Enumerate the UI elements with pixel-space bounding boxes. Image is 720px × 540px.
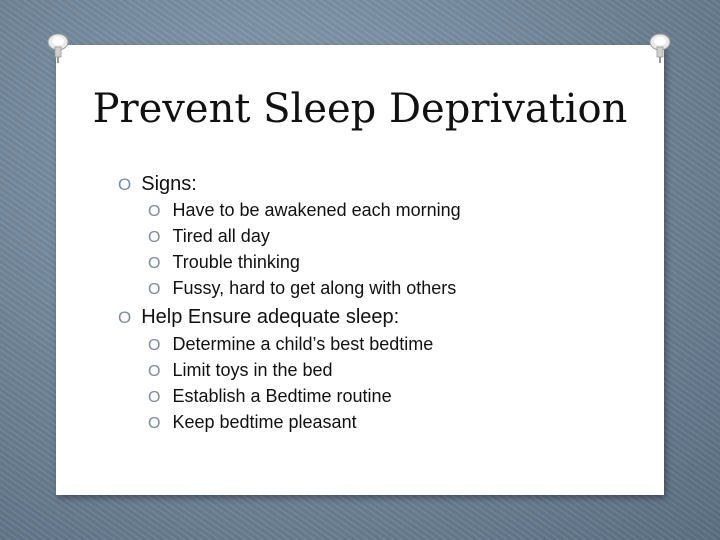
- bullet-marker: O: [148, 203, 161, 220]
- list-item-text: Trouble thinking: [172, 252, 300, 272]
- list-item-text: Limit toys in the bed: [172, 360, 333, 380]
- list-item: [148, 383, 433, 409]
- signs-list: [148, 197, 461, 301]
- list-item-text: Establish a Bedtime routine: [172, 386, 392, 406]
- pushpin-icon: [46, 33, 70, 63]
- slide-title: Prevent Sleep Deprivation: [92, 86, 628, 132]
- list-item: [148, 409, 433, 435]
- list-item: [148, 223, 461, 249]
- list-item: [148, 331, 433, 357]
- list-item: [148, 197, 461, 223]
- bullet-marker: O: [148, 229, 161, 246]
- section-heading-help: [118, 305, 399, 330]
- list-item-text: Have to be awakened each morning: [172, 200, 461, 220]
- bullet-marker: O: [118, 175, 132, 194]
- section-heading-signs: [118, 172, 197, 197]
- list-item-text: Fussy, hard to get along with others: [172, 278, 457, 298]
- section-heading-label: Signs:: [141, 173, 197, 195]
- bullet-marker: O: [148, 281, 161, 298]
- list-item-text: Determine a child’s best bedtime: [172, 334, 434, 354]
- list-item-text: Tired all day: [172, 226, 270, 246]
- bullet-marker: O: [148, 337, 161, 354]
- pushpin-icon: [648, 33, 672, 63]
- list-item: [148, 275, 461, 301]
- section-heading-label: Help Ensure adequate sleep:: [141, 306, 400, 328]
- bullet-marker: O: [118, 308, 132, 327]
- list-item-text: Keep bedtime pleasant: [172, 412, 357, 432]
- list-item: [148, 249, 461, 275]
- bullet-marker: O: [148, 389, 161, 406]
- help-list: [148, 331, 433, 435]
- list-item: [148, 357, 433, 383]
- bullet-marker: O: [148, 255, 161, 272]
- bullet-marker: O: [148, 363, 161, 380]
- bullet-marker: O: [148, 415, 161, 432]
